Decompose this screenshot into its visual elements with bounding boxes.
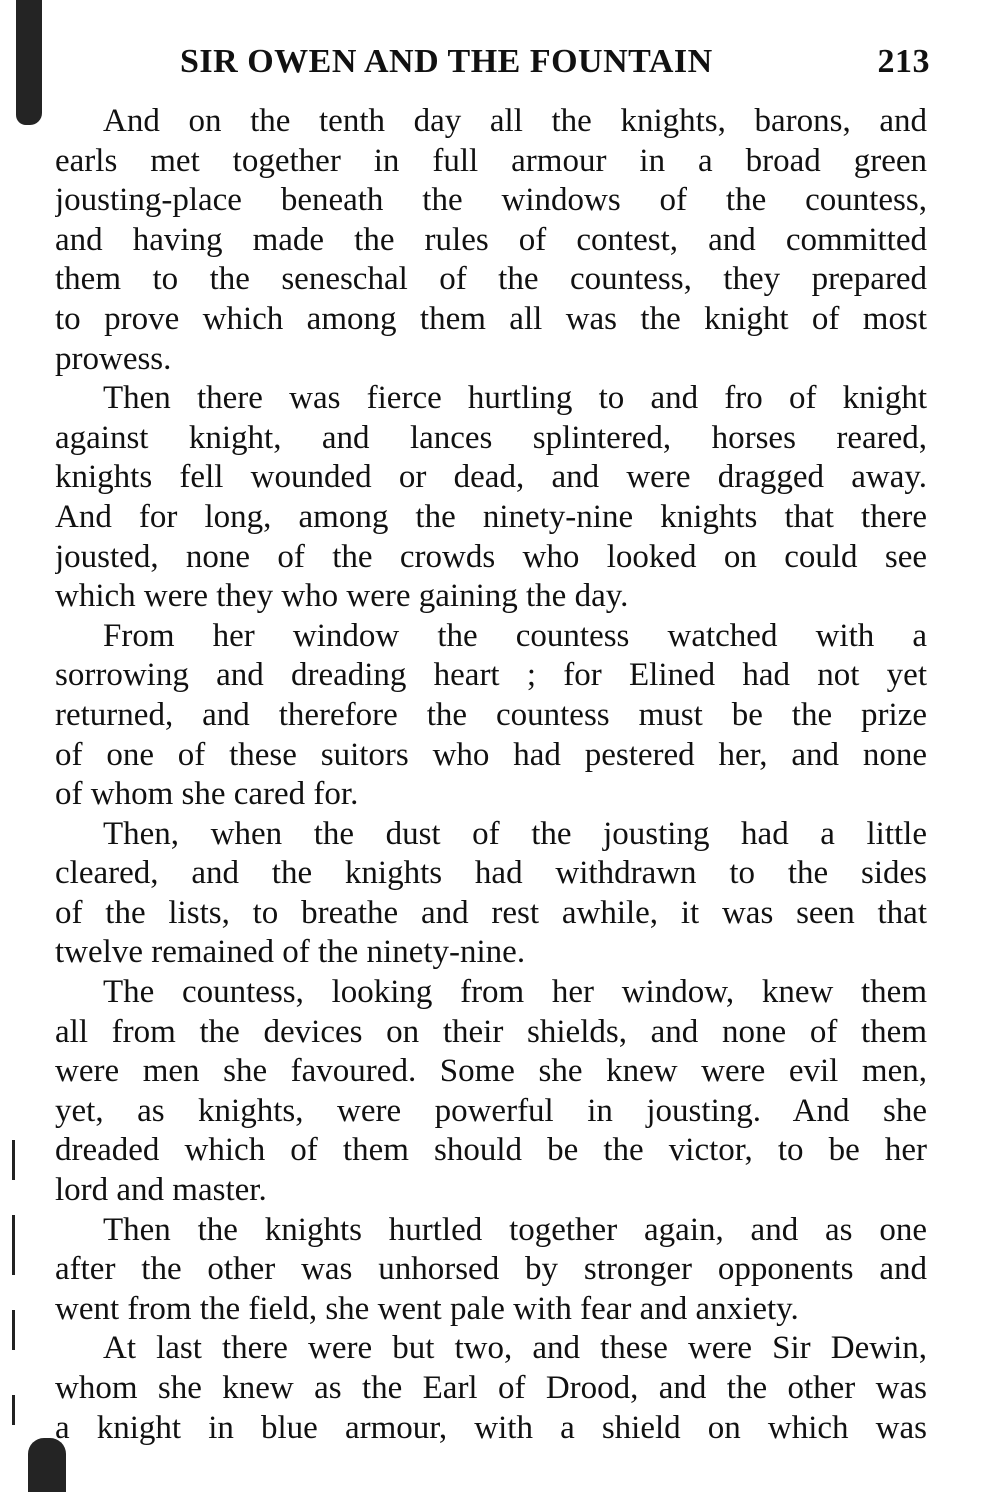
edge-mark: [12, 1310, 15, 1350]
text-line: a knight in blue armour, with a shield on which was: [55, 1409, 927, 1446]
text-line: Then there was fierce hurtling to and fro of knight: [103, 380, 927, 417]
text-line: prowess.: [55, 340, 172, 377]
text-line: after the other was unhorsed by stronger opponents and: [55, 1251, 927, 1288]
chapter-title: SIR OWEN AND THE FOUNTAIN: [180, 43, 713, 80]
text-line: At last there were but two, and these were Sir Dewin,: [103, 1330, 927, 1367]
text-line: of the lists, to breathe and rest awhile, it was seen that: [55, 894, 927, 931]
text-line: Then the knights hurtled together again, and as one: [103, 1211, 927, 1248]
text-line: returned, and therefore the countess must be the prize: [55, 696, 927, 733]
text-line: twelve remained of the ninety-nine.: [55, 934, 526, 971]
text-line: dreaded which of them should be the victor, to be her: [55, 1132, 927, 1169]
edge-mark: [12, 1140, 15, 1180]
text-line: sorrowing and dreading heart ; for Elined had not yet: [55, 657, 927, 694]
binding-shadow-top: [16, 0, 42, 125]
edge-mark: [12, 1215, 15, 1275]
running-head: [180, 40, 930, 84]
text-line: to prove which among them all was the knight of most: [55, 300, 927, 337]
text-line: knights fell wounded or dead, and were dragged away.: [55, 459, 927, 496]
text-line: all from the devices on their shields, and none of them: [55, 1013, 927, 1050]
text-line: yet, as knights, were powerful in jousting. And she: [55, 1092, 927, 1129]
text-line: And on the tenth day all the knights, barons, and: [103, 103, 927, 139]
text-line: went from the field, she went pale with fear and anxiety.: [55, 1290, 799, 1327]
text-line: whom she knew as the Earl of Drood, and the other was: [55, 1370, 927, 1406]
text-line: The countess, looking from her window, knew them: [103, 974, 927, 1011]
text-line: and having made the rules of contest, and committed: [55, 221, 927, 258]
text-line: Then, when the dust of the jousting had a little: [103, 815, 927, 852]
body-text: [55, 102, 927, 1448]
text-line: jousted, none of the crowds who looked on could see: [55, 538, 927, 575]
text-line: were men she favoured. Some she knew were evil men,: [55, 1053, 927, 1090]
text-line: cleared, and the knights had withdrawn to the sides: [55, 855, 927, 892]
text-line: of one of these suitors who had pestered her, and none: [55, 736, 927, 773]
text-line: against knight, and lances splintered, horses reared,: [55, 419, 927, 456]
text-line: And for long, among the ninety-nine knights that there: [55, 498, 927, 535]
text-line: of whom she cared for.: [55, 776, 359, 813]
text-line: From her window the countess watched with a: [103, 617, 927, 654]
page-number: 213: [877, 43, 930, 80]
text-line: jousting-place beneath the windows of the countess,: [55, 182, 927, 219]
text-line: lord and master.: [55, 1172, 267, 1209]
text-line: which were they who were gaining the day.: [55, 578, 629, 615]
text-line: them to the seneschal of the countess, they prepared: [55, 261, 927, 298]
edge-mark: [12, 1395, 15, 1425]
text-line: earls met together in full armour in a broad green: [55, 142, 927, 179]
